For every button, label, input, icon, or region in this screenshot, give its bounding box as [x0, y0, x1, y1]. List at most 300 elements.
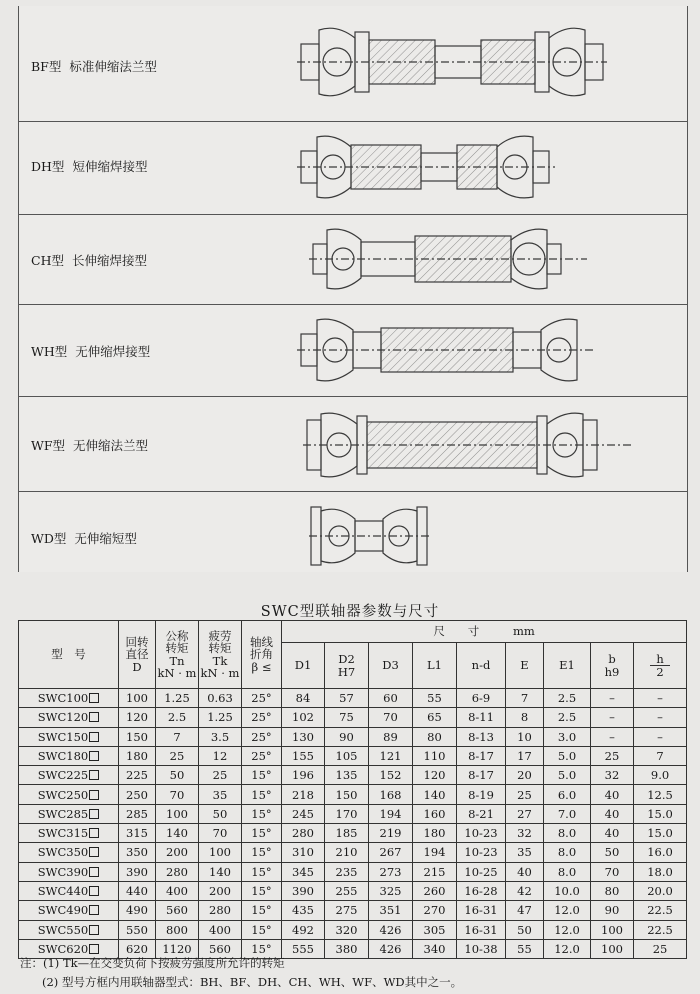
- header-text: D: [132, 659, 142, 674]
- value-cell: [119, 920, 156, 939]
- type-row-bf: [19, 6, 687, 122]
- cell-text: 25: [169, 749, 185, 763]
- value-cell: [199, 708, 242, 727]
- cell-text: 18.0: [647, 864, 673, 879]
- type-placeholder-box-icon: [89, 751, 99, 761]
- type-code: WD型: [31, 531, 67, 546]
- header-text: Tk: [212, 653, 228, 668]
- header-d3: D3: [369, 643, 413, 689]
- cell-text: 315: [126, 826, 148, 841]
- cell-text: SWC390: [37, 864, 89, 879]
- value-cell: [369, 689, 413, 708]
- type-label-dh: [31, 157, 147, 175]
- cell-text: 80: [427, 729, 442, 744]
- cell-text: 225: [126, 768, 148, 783]
- value-cell: [242, 708, 282, 727]
- value-cell: [544, 804, 591, 823]
- value-cell: [199, 689, 242, 708]
- cell-text: 3.5: [210, 729, 230, 744]
- value-cell: [591, 881, 634, 900]
- cell-text: 0.63: [207, 691, 233, 706]
- type-label-ch: [31, 251, 147, 269]
- value-cell: [506, 843, 544, 862]
- cell-text: 12.0: [554, 903, 580, 918]
- cell-text: 280: [209, 903, 231, 918]
- value-cell: [199, 824, 242, 843]
- type-placeholder-box-icon: [89, 809, 99, 819]
- value-cell: [282, 920, 325, 939]
- cell-text: 8: [520, 710, 529, 725]
- cell-text: 100: [126, 691, 148, 706]
- cell-text: 65: [427, 710, 442, 725]
- value-cell: [325, 766, 369, 785]
- header-text: 折角: [250, 647, 273, 662]
- header-text: 公称: [165, 629, 189, 644]
- cell-text: 8.0: [557, 864, 577, 879]
- value-cell: [369, 862, 413, 881]
- header-text: H7: [337, 664, 356, 679]
- value-cell: [156, 901, 199, 920]
- type-code: BF型: [31, 59, 62, 74]
- header-text: 直径: [125, 647, 149, 662]
- cell-text: 210: [335, 845, 358, 860]
- cell-text: 105: [335, 749, 358, 763]
- type-name: 短伸缩焊接型: [72, 159, 148, 174]
- cell-text: 15°: [251, 806, 272, 821]
- cell-text: 100: [601, 941, 623, 956]
- type-placeholder-box-icon: [89, 944, 99, 954]
- model-cell: [19, 766, 119, 785]
- cell-text: 22.5: [647, 903, 673, 918]
- model-cell: [19, 689, 119, 708]
- value-cell: [634, 746, 687, 765]
- table-row: [19, 843, 687, 862]
- value-cell: [369, 766, 413, 785]
- value-cell: [634, 939, 687, 958]
- type-placeholder-box-icon: [89, 732, 99, 742]
- value-cell: [156, 881, 199, 900]
- cell-text: 2.5: [557, 691, 577, 706]
- model-cell: [19, 920, 119, 939]
- header-text: 疲劳: [208, 629, 232, 644]
- cell-text: 10-23: [464, 826, 498, 841]
- cell-text: 10-25: [464, 864, 498, 879]
- cell-text: 110: [423, 749, 446, 763]
- cell-text: 180: [423, 826, 446, 841]
- value-cell: [591, 708, 634, 727]
- header-text: Tn: [169, 653, 185, 668]
- value-cell: [369, 920, 413, 939]
- value-cell: [413, 785, 457, 804]
- value-cell: [282, 708, 325, 727]
- value-cell: [325, 746, 369, 765]
- type-row-ch: [19, 214, 687, 305]
- wh-coupling-drawing: [297, 310, 597, 390]
- value-cell: [457, 746, 506, 765]
- value-cell: [282, 843, 325, 862]
- value-cell: [544, 746, 591, 765]
- value-cell: [591, 804, 634, 823]
- cell-text: 40: [604, 806, 620, 821]
- value-cell: [282, 746, 325, 765]
- cell-text: –: [609, 729, 615, 744]
- cell-text: 620: [126, 941, 148, 956]
- cell-text: 8.0: [557, 845, 577, 860]
- value-cell: [325, 881, 369, 900]
- value-cell: [457, 804, 506, 823]
- value-cell: [369, 708, 413, 727]
- header-text: 尺 寸: [433, 624, 480, 639]
- cell-text: 70: [212, 826, 228, 841]
- table-row: [19, 689, 687, 708]
- value-cell: [119, 689, 156, 708]
- cell-text: 555: [292, 941, 314, 956]
- model-cell: [19, 746, 119, 765]
- cell-text: SWC150: [37, 729, 89, 744]
- table-row: [19, 862, 687, 881]
- value-cell: [506, 766, 544, 785]
- value-cell: [544, 727, 591, 746]
- cell-text: 8-21: [468, 806, 494, 821]
- value-cell: [634, 785, 687, 804]
- cell-text: 12.5: [647, 787, 673, 802]
- cell-text: 100: [166, 806, 188, 821]
- cell-text: SWC620: [37, 941, 89, 956]
- header-e: E: [506, 643, 544, 689]
- table-row: [19, 708, 687, 727]
- value-cell: [325, 824, 369, 843]
- cell-text: 155: [292, 749, 314, 763]
- value-cell: [591, 727, 634, 746]
- model-cell: [19, 824, 119, 843]
- cell-text: 40: [604, 826, 620, 841]
- header-h: [634, 643, 687, 689]
- header-d1: D1: [282, 643, 325, 689]
- value-cell: [282, 901, 325, 920]
- cell-text: 2.5: [167, 710, 187, 725]
- cell-text: 310: [292, 845, 314, 860]
- type-row-wd: [19, 491, 687, 572]
- value-cell: [634, 727, 687, 746]
- value-cell: [199, 746, 242, 765]
- value-cell: [119, 746, 156, 765]
- cell-text: 15.0: [647, 806, 673, 821]
- value-cell: [369, 901, 413, 920]
- cell-text: 390: [126, 864, 148, 879]
- value-cell: [413, 824, 457, 843]
- value-cell: [325, 804, 369, 823]
- cell-text: 20.0: [647, 884, 673, 899]
- cell-text: 12.0: [554, 922, 580, 937]
- cell-text: 8-17: [468, 768, 494, 783]
- value-cell: [413, 862, 457, 881]
- value-cell: [242, 785, 282, 804]
- cell-text: 102: [292, 710, 314, 725]
- value-cell: [199, 804, 242, 823]
- value-cell: [119, 843, 156, 862]
- type-placeholder-box-icon: [89, 790, 99, 800]
- header-swing-diameter: [119, 621, 156, 689]
- cell-text: 6.0: [557, 787, 577, 802]
- value-cell: [325, 901, 369, 920]
- cell-text: SWC180: [37, 749, 89, 763]
- cell-text: 16-28: [464, 884, 498, 899]
- value-cell: [506, 689, 544, 708]
- cell-text: 7: [520, 691, 529, 706]
- note-1: 注：(1) Tk—在交变负荷下按疲劳强度所允许的转矩: [20, 956, 285, 970]
- cell-text: 90: [339, 729, 354, 744]
- cell-text: 152: [379, 768, 402, 783]
- value-cell: [544, 843, 591, 862]
- type-row-wf: [19, 396, 687, 492]
- cell-text: 280: [166, 864, 188, 879]
- cell-text: 8-17: [468, 749, 494, 763]
- value-cell: [544, 881, 591, 900]
- cell-text: SWC285: [37, 806, 89, 821]
- value-cell: [591, 689, 634, 708]
- value-cell: [119, 862, 156, 881]
- value-cell: [457, 920, 506, 939]
- value-cell: [282, 824, 325, 843]
- note-2: (2) 型号方框内用联轴器型式：BH、BF、DH、CH、WH、WF、WD其中之一。: [42, 975, 463, 989]
- cell-text: 22.5: [647, 922, 673, 937]
- value-cell: [413, 708, 457, 727]
- header-text: 转矩: [165, 641, 189, 656]
- cell-text: 1.25: [164, 691, 190, 706]
- cell-text: 25: [652, 941, 668, 956]
- cell-text: 12.0: [554, 941, 580, 956]
- value-cell: [325, 843, 369, 862]
- cell-text: 5.0: [557, 768, 577, 783]
- cell-text: 16.0: [647, 845, 673, 860]
- type-placeholder-box-icon: [89, 886, 99, 896]
- cell-text: 275: [335, 903, 358, 918]
- model-cell: [19, 881, 119, 900]
- cell-text: 200: [209, 884, 231, 899]
- value-cell: [325, 727, 369, 746]
- cell-text: SWC440: [37, 884, 89, 899]
- value-cell: [591, 862, 634, 881]
- cell-text: 10.0: [554, 884, 580, 899]
- cell-text: SWC315: [37, 826, 89, 841]
- value-cell: [282, 862, 325, 881]
- cell-text: 12: [212, 749, 228, 763]
- cell-text: 50: [169, 768, 185, 783]
- cell-text: 8-19: [468, 787, 494, 802]
- type-code: WH型: [31, 344, 68, 359]
- table-row: [19, 881, 687, 900]
- cell-text: SWC550: [37, 922, 89, 937]
- header-text: h9: [604, 664, 620, 679]
- value-cell: [634, 804, 687, 823]
- cell-text: 70: [383, 710, 398, 725]
- table-row: [19, 920, 687, 939]
- cell-text: 400: [166, 884, 188, 899]
- value-cell: [156, 843, 199, 862]
- cell-text: 490: [126, 903, 148, 918]
- value-cell: [506, 824, 544, 843]
- cell-text: 273: [379, 864, 402, 879]
- cell-text: 55: [517, 941, 532, 956]
- cell-text: 16-31: [464, 903, 498, 918]
- cell-text: 120: [423, 768, 446, 783]
- cell-text: 35: [517, 845, 532, 860]
- cell-text: 47: [517, 903, 532, 918]
- cell-text: 5.0: [557, 749, 577, 763]
- cell-text: 27: [517, 806, 532, 821]
- cell-text: 260: [423, 884, 446, 899]
- type-label-bf: [31, 57, 157, 75]
- cell-text: 550: [126, 922, 148, 937]
- header-d2: [325, 643, 369, 689]
- header-unit: mm: [512, 624, 535, 639]
- wd-coupling-drawing: [309, 501, 429, 571]
- value-cell: [544, 766, 591, 785]
- cell-text: 245: [292, 806, 314, 821]
- value-cell: [413, 920, 457, 939]
- cell-text: 140: [166, 826, 188, 841]
- header-e1: E1: [544, 643, 591, 689]
- ch-coupling-drawing: [309, 220, 589, 298]
- cell-text: 325: [379, 884, 402, 899]
- table-row: [19, 746, 687, 765]
- cell-text: 50: [604, 845, 620, 860]
- value-cell: [591, 939, 634, 958]
- value-cell: [369, 824, 413, 843]
- value-cell: [156, 727, 199, 746]
- value-cell: [325, 920, 369, 939]
- value-cell: [544, 785, 591, 804]
- cell-text: 40: [604, 787, 620, 802]
- cell-text: 25°: [251, 729, 272, 744]
- value-cell: [544, 939, 591, 958]
- header-text: 轴线: [250, 635, 273, 650]
- cell-text: 120: [126, 710, 148, 725]
- value-cell: [119, 804, 156, 823]
- value-cell: [457, 843, 506, 862]
- dh-coupling-drawing: [297, 127, 557, 207]
- cell-text: SWC100: [37, 691, 89, 706]
- cell-text: 219: [379, 826, 402, 841]
- cell-text: 80: [604, 884, 620, 899]
- type-label-wd: [31, 529, 137, 547]
- value-cell: [242, 901, 282, 920]
- type-name: 长伸缩焊接型: [71, 253, 147, 268]
- type-placeholder-box-icon: [89, 867, 99, 877]
- value-cell: [544, 708, 591, 727]
- cell-text: 42: [517, 884, 532, 899]
- table-row: [19, 785, 687, 804]
- value-cell: [199, 862, 242, 881]
- value-cell: [369, 785, 413, 804]
- value-cell: [591, 843, 634, 862]
- cell-text: 320: [335, 922, 358, 937]
- cell-text: 55: [427, 691, 442, 706]
- value-cell: [369, 843, 413, 862]
- type-row-wh: [19, 304, 687, 397]
- value-cell: [199, 920, 242, 939]
- model-cell: [19, 901, 119, 920]
- parameter-table: [18, 620, 687, 959]
- cell-text: –: [609, 710, 615, 725]
- value-cell: [413, 881, 457, 900]
- cell-text: 8-11: [468, 710, 494, 725]
- cell-text: 168: [379, 787, 402, 802]
- cell-text: 89: [383, 729, 398, 744]
- notes: [20, 954, 462, 992]
- cell-text: –: [657, 729, 663, 744]
- header-text: h: [650, 653, 670, 666]
- cell-text: 10-38: [464, 941, 498, 956]
- value-cell: [457, 766, 506, 785]
- value-cell: [156, 862, 199, 881]
- value-cell: [457, 708, 506, 727]
- cell-text: SWC350: [37, 845, 89, 860]
- cell-text: 390: [292, 884, 314, 899]
- cell-text: 121: [379, 749, 402, 763]
- value-cell: [369, 746, 413, 765]
- value-cell: [634, 824, 687, 843]
- value-cell: [369, 804, 413, 823]
- value-cell: [457, 785, 506, 804]
- value-cell: [413, 901, 457, 920]
- value-cell: [413, 689, 457, 708]
- type-code: WF型: [31, 438, 66, 453]
- value-cell: [119, 766, 156, 785]
- header-text: 2: [656, 665, 664, 679]
- cell-text: 7: [656, 749, 664, 763]
- cell-text: 270: [423, 903, 446, 918]
- cell-text: 435: [292, 903, 314, 918]
- value-cell: [242, 727, 282, 746]
- value-cell: [156, 766, 199, 785]
- value-cell: [119, 785, 156, 804]
- cell-text: 130: [292, 729, 314, 744]
- cell-text: 140: [209, 864, 231, 879]
- cell-text: 492: [292, 922, 314, 937]
- cell-text: 10: [517, 729, 532, 744]
- cell-text: 75: [339, 710, 354, 725]
- value-cell: [413, 727, 457, 746]
- model-cell: [19, 862, 119, 881]
- cell-text: 267: [379, 845, 402, 860]
- value-cell: [544, 901, 591, 920]
- value-cell: [413, 843, 457, 862]
- value-cell: [634, 881, 687, 900]
- cell-text: 560: [166, 903, 188, 918]
- value-cell: [634, 920, 687, 939]
- value-cell: [156, 746, 199, 765]
- cell-text: 25: [604, 749, 620, 763]
- cell-text: 32: [604, 768, 620, 783]
- cell-text: 194: [379, 806, 402, 821]
- cell-text: 345: [292, 864, 314, 879]
- value-cell: [457, 727, 506, 746]
- cell-text: 15°: [251, 787, 272, 802]
- model-cell: [19, 727, 119, 746]
- value-cell: [242, 804, 282, 823]
- table-row: [19, 766, 687, 785]
- model-cell: [19, 708, 119, 727]
- cell-text: 25°: [251, 749, 272, 763]
- cell-text: 50: [517, 922, 532, 937]
- value-cell: [369, 881, 413, 900]
- value-cell: [544, 824, 591, 843]
- type-placeholder-box-icon: [89, 693, 99, 703]
- value-cell: [325, 862, 369, 881]
- value-cell: [156, 708, 199, 727]
- value-cell: [591, 766, 634, 785]
